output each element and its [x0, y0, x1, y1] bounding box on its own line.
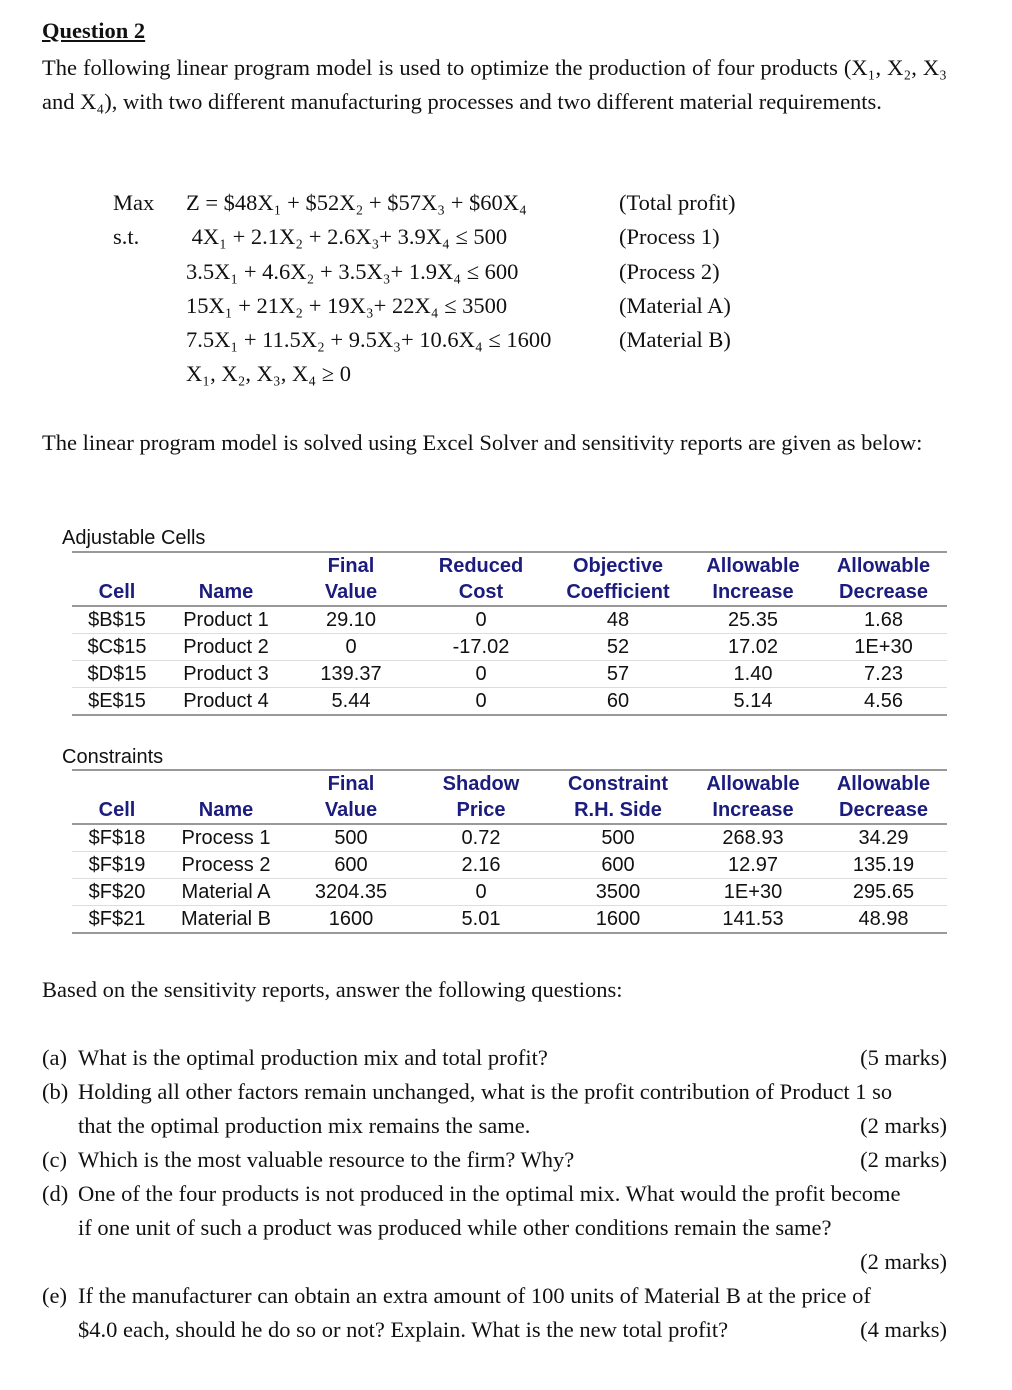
- table-cell: Material B: [162, 906, 290, 934]
- table-cell: Product 1: [162, 606, 290, 634]
- table-cell: 2.16: [412, 852, 550, 879]
- table-row: [72, 606, 947, 634]
- table-cell: 500: [290, 824, 412, 852]
- question-text: that the optimal production mix remains the same.: [78, 1113, 531, 1138]
- model-keyword: [113, 255, 186, 289]
- table-cell: 141.53: [686, 906, 820, 934]
- table-cell: 12.97: [686, 852, 820, 879]
- question-item: [42, 1041, 947, 1075]
- table-cell: 3204.35: [290, 879, 412, 906]
- table-cell: 48.98: [820, 906, 947, 934]
- question-text: What is the optimal production mix and total profit?: [78, 1045, 548, 1070]
- header-line-1: [162, 771, 290, 797]
- table-cell: $F$19: [72, 852, 162, 879]
- table-cell: 1E+30: [820, 634, 947, 661]
- question-item: [42, 1143, 947, 1177]
- question-label: (d): [42, 1181, 69, 1206]
- table-cell: 29.10: [290, 606, 412, 634]
- header-line-1: [72, 771, 162, 797]
- table-cell: 0: [412, 661, 550, 688]
- model-row: [113, 289, 736, 323]
- table-cell: 5.01: [412, 906, 550, 934]
- table-cell: 295.65: [820, 879, 947, 906]
- question-text: If the manufacturer can obtain an extra amount of 100 units of Material B at the price of: [78, 1283, 871, 1308]
- model-note: (Process 2): [619, 258, 720, 284]
- column-header: [412, 552, 550, 606]
- header-line-1: Allowable: [706, 555, 800, 577]
- header-line-1: Allowable: [836, 555, 931, 577]
- intro-paragraph: The following linear program model is used to optimize the production of four products (X₁, X₂, X₃ and X₄), with two different manufacturing processes and two different material requirements.: [42, 55, 947, 114]
- table-cell: Product 2: [162, 634, 290, 661]
- question-label: (a): [42, 1045, 67, 1070]
- header-line-2: Name: [198, 799, 254, 821]
- model-note: (Process 1): [619, 224, 720, 250]
- table-cell: 600: [290, 852, 412, 879]
- header-line-2: Coefficient: [566, 581, 670, 603]
- question-title: Question 2: [42, 18, 146, 43]
- model-note: (Material A): [619, 292, 731, 318]
- model-equation: 3.5X₁ + 4.6X₂ + 3.5X₃+ 1.9X₄ ≤ 600: [186, 258, 519, 284]
- table-cell: 0: [290, 634, 412, 661]
- column-header: [412, 770, 550, 824]
- question-item: [42, 1177, 947, 1279]
- column-header: [820, 770, 947, 824]
- header-line-1: [72, 553, 162, 579]
- column-header: [550, 770, 686, 824]
- table-cell: $E$15: [72, 688, 162, 716]
- model-equation: 7.5X₁ + 11.5X₂ + 9.5X₃+ 10.6X₄ ≤ 1600: [186, 327, 552, 353]
- model-row: [113, 357, 736, 391]
- question-line: [42, 1109, 947, 1143]
- table-cell: $D$15: [72, 661, 162, 688]
- table-cell: Product 3: [162, 661, 290, 688]
- question-line: [42, 1143, 947, 1177]
- table-cell: 0.72: [412, 824, 550, 852]
- header-line-1: Reduced: [438, 555, 524, 577]
- column-header: [550, 552, 686, 606]
- table-cell: 1.40: [686, 661, 820, 688]
- question-label: (b): [42, 1079, 69, 1104]
- table-cell: $F$20: [72, 879, 162, 906]
- header-line-1: [162, 553, 290, 579]
- question-text: $4.0 each, should he do so or not? Explain. What is the new total profit?: [78, 1317, 729, 1342]
- table-cell: 135.19: [820, 852, 947, 879]
- question-text: if one unit of such a product was produced while other conditions remain the same?: [78, 1215, 832, 1240]
- model-equation: Z = $48X₁ + $52X₂ + $57X₃ + $60X₄: [186, 190, 527, 215]
- lp-model: [113, 186, 736, 392]
- question-line: [42, 1041, 947, 1075]
- model-equation: 15X₁ + 21X₂ + 19X₃+ 22X₄ ≤ 3500: [186, 292, 508, 318]
- header-line-1: Shadow: [442, 773, 520, 795]
- header-line-1: Allowable: [836, 773, 931, 795]
- questions-intro: Based on the sensitivity reports, answer the following questions:: [42, 977, 623, 1002]
- model-keyword: [113, 289, 186, 323]
- adjustable-cells-label: Adjustable Cells: [62, 527, 206, 549]
- header-row: [72, 552, 947, 606]
- header-line-2: Increase: [712, 581, 794, 603]
- table-cell: 34.29: [820, 824, 947, 852]
- table-row: [72, 824, 947, 852]
- question-text: One of the four products is not produced in the optimal mix. What would the profit become: [78, 1181, 901, 1206]
- column-header: [686, 552, 820, 606]
- table-cell: 500: [550, 824, 686, 852]
- table-cell: Material A: [162, 879, 290, 906]
- model-row: [113, 220, 736, 254]
- header-line-2: Value: [324, 799, 378, 821]
- header-line-2: R.H. Side: [574, 799, 662, 821]
- column-header: [686, 770, 820, 824]
- column-header: [290, 552, 412, 606]
- header-line-2: Value: [324, 581, 378, 603]
- column-header: [72, 770, 162, 824]
- table-row: [72, 879, 947, 906]
- table-cell: 600: [550, 852, 686, 879]
- table-cell: 1600: [290, 906, 412, 934]
- table-row: [72, 906, 947, 934]
- table-cell: 5.44: [290, 688, 412, 716]
- model-note: (Total profit): [619, 190, 736, 215]
- table-cell: 4.56: [820, 688, 947, 716]
- header-line-1: Allowable: [706, 773, 800, 795]
- header-line-2: Cell: [98, 581, 136, 603]
- adjustable-cells-table: [72, 551, 947, 716]
- table-cell: $B$15: [72, 606, 162, 634]
- table-cell: 25.35: [686, 606, 820, 634]
- question-line: [42, 1279, 947, 1313]
- question-label: (e): [42, 1283, 67, 1308]
- header-line-2: Name: [198, 581, 254, 603]
- questions-list: [42, 1041, 947, 1347]
- table-cell: 7.23: [820, 661, 947, 688]
- table-row: [72, 852, 947, 879]
- header-line-2: Price: [456, 799, 506, 821]
- table-cell: 139.37: [290, 661, 412, 688]
- table-cell: 57: [550, 661, 686, 688]
- header-line-2: Decrease: [839, 799, 928, 821]
- table-cell: Process 2: [162, 852, 290, 879]
- table-row: [72, 661, 947, 688]
- model-row: [113, 186, 736, 220]
- question-marks: (2 marks): [860, 1113, 947, 1138]
- header-line-1: Objective: [572, 555, 664, 577]
- table-cell: 48: [550, 606, 686, 634]
- header-line-2: Cost: [458, 581, 504, 603]
- table-cell: 3500: [550, 879, 686, 906]
- question-marks: (2 marks): [860, 1147, 947, 1172]
- model-note: (Material B): [619, 327, 731, 353]
- question-marks: (2 marks): [860, 1249, 947, 1274]
- question-marks: (5 marks): [860, 1045, 947, 1070]
- model-keyword: s.t.: [113, 224, 140, 250]
- header-line-2: Increase: [712, 799, 794, 821]
- solver-intro: The linear program model is solved using Excel Solver and sensitivity reports are given as below:: [42, 430, 923, 455]
- table-cell: $F$18: [72, 824, 162, 852]
- table-row: [72, 688, 947, 716]
- table-cell: -17.02: [412, 634, 550, 661]
- table-cell: 268.93: [686, 824, 820, 852]
- question-line: [42, 1313, 947, 1347]
- table-cell: Process 1: [162, 824, 290, 852]
- table-row: [72, 634, 947, 661]
- table-cell: 5.14: [686, 688, 820, 716]
- question-line: [42, 1075, 947, 1109]
- header-line-1: Constraint: [568, 773, 668, 795]
- question-label: (c): [42, 1147, 67, 1172]
- header-line-2: Decrease: [839, 581, 928, 603]
- model-equation: X₁, X₂, X₃, X₄ ≥ 0: [186, 361, 351, 387]
- model-keyword: Max: [113, 190, 155, 215]
- constraints-table: [72, 769, 947, 934]
- table-cell: 60: [550, 688, 686, 716]
- table-cell: $C$15: [72, 634, 162, 661]
- column-header: [162, 770, 290, 824]
- question-text: Holding all other factors remain unchanged, what is the profit contribution of Product 1 so: [78, 1079, 893, 1104]
- table-cell: 1600: [550, 906, 686, 934]
- question-text: Which is the most valuable resource to the firm? Why?: [78, 1147, 575, 1172]
- model-row: [113, 255, 736, 289]
- column-header: [162, 552, 290, 606]
- table-cell: $F$21: [72, 906, 162, 934]
- column-header: [72, 552, 162, 606]
- table-cell: 0: [412, 606, 550, 634]
- header-line-1: Final: [327, 773, 375, 795]
- table-cell: 1.68: [820, 606, 947, 634]
- model-keyword: [113, 323, 186, 357]
- question-item: [42, 1075, 947, 1143]
- question-marks: (4 marks): [860, 1317, 947, 1342]
- model-equation: 4X₁ + 2.1X₂ + 2.6X₃+ 3.9X₄ ≤ 500: [186, 224, 508, 250]
- model-row: [113, 323, 736, 357]
- table-cell: 17.02: [686, 634, 820, 661]
- table-cell: 0: [412, 688, 550, 716]
- table-cell: 0: [412, 879, 550, 906]
- table-cell: 52: [550, 634, 686, 661]
- table-cell: Product 4: [162, 688, 290, 716]
- question-line: [42, 1177, 947, 1211]
- question-item: [42, 1279, 947, 1347]
- constraints-label: Constraints: [62, 746, 164, 768]
- header-line-1: Final: [327, 555, 375, 577]
- column-header: [290, 770, 412, 824]
- question-line: [42, 1211, 947, 1245]
- header-row: [72, 770, 947, 824]
- question-marks-line: [42, 1245, 947, 1279]
- column-header: [820, 552, 947, 606]
- model-keyword: [113, 357, 186, 391]
- table-cell: 1E+30: [686, 879, 820, 906]
- header-line-2: Cell: [98, 799, 136, 821]
